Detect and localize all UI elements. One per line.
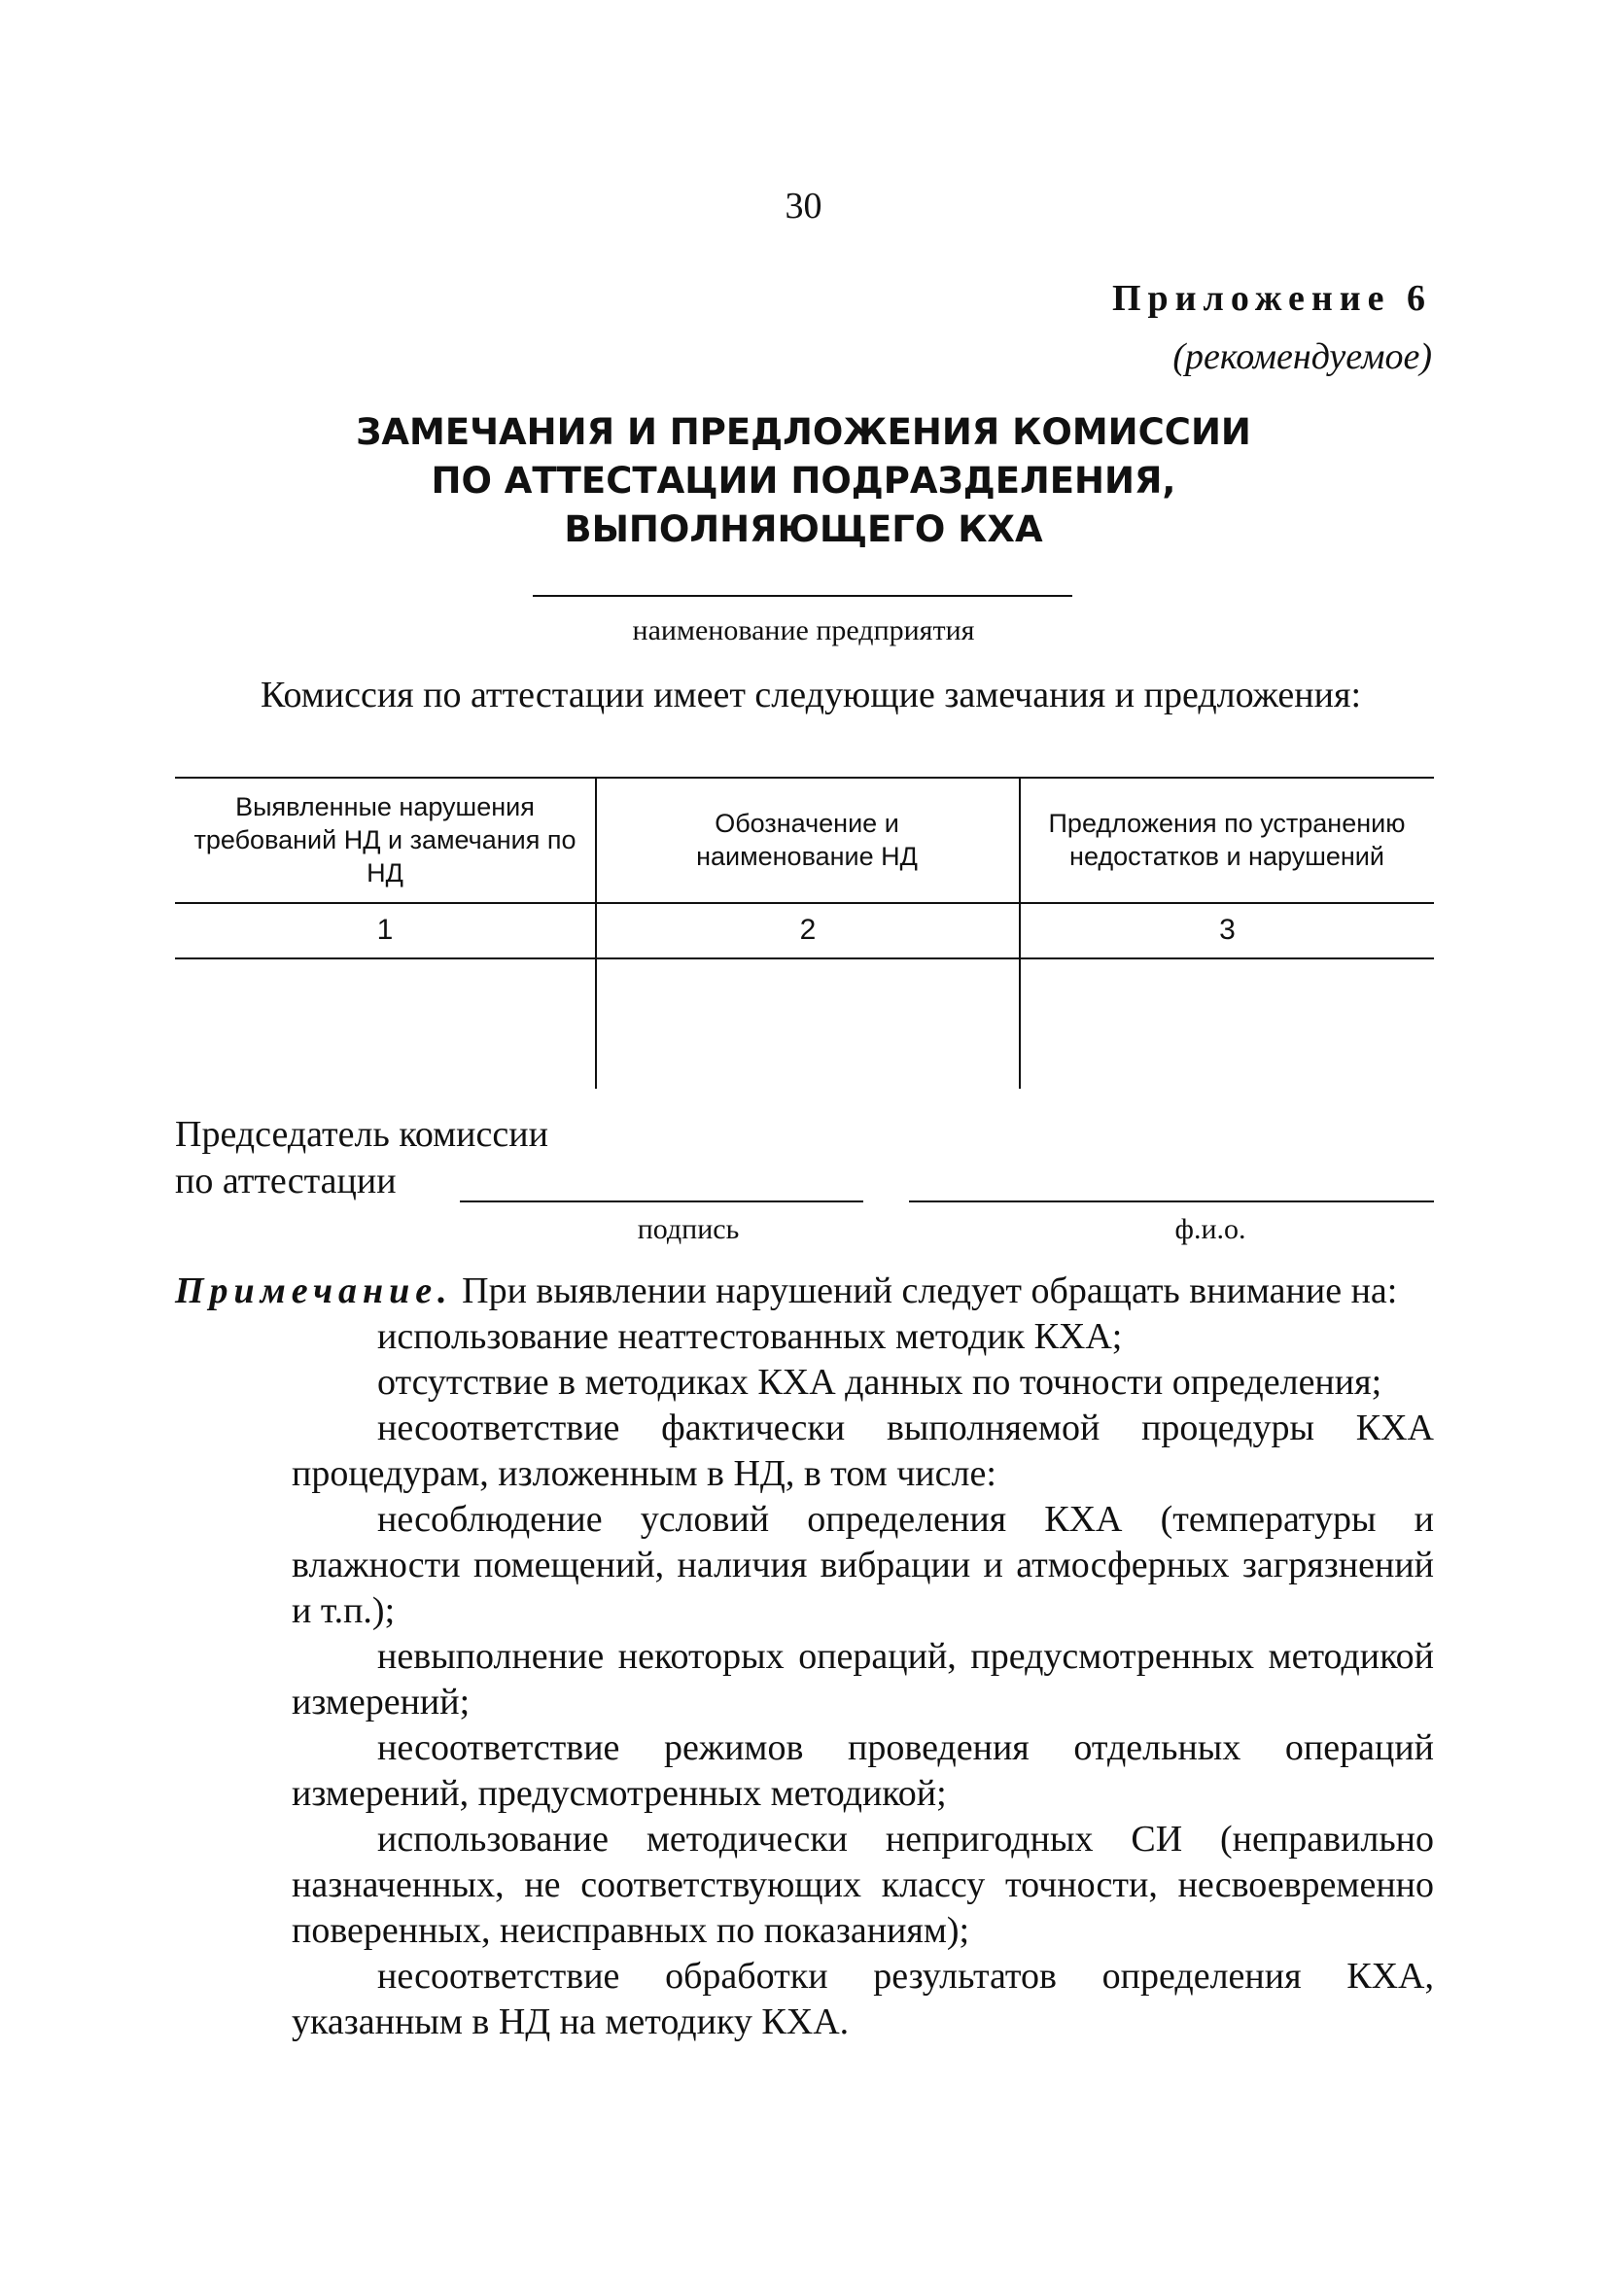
title-line-3: ВЫПОЛНЯЮЩЕГО КХА — [564, 508, 1043, 550]
note-lead-paragraph — [175, 1269, 1434, 1314]
note-item: несоответствие режимов проведения отдельных операций измерений, предусмотренных методикой; — [292, 1727, 1434, 1814]
page-number: 30 — [785, 186, 822, 226]
note-label: Примечание. — [175, 1270, 453, 1311]
appendix-label: Приложение 6 — [1111, 278, 1432, 319]
table-header-violations: Выявленные нарушения требований НД и замечания по НД — [193, 792, 576, 887]
organization-caption: наименование предприятия — [632, 614, 975, 646]
title-line-1: ЗАМЕЧАНИЯ И ПРЕДЛОЖЕНИЯ КОМИССИИ — [356, 411, 1251, 453]
note-block — [175, 1269, 1434, 2045]
note-item: использование методически непригодных СИ (неправильно назначенных, не соответствующих классу точности, несвоевременно поверенных, неисправных по показаниям); — [292, 1819, 1434, 1951]
full-name-caption: ф.и.о. — [1174, 1213, 1246, 1245]
table-header-document: Обозначение и наименование НД — [696, 809, 918, 871]
note-item: несоблюдение условий определения КХА (температуры и влажности помещений, наличия вибрации и атмосферных загрязнений и т.п.); — [292, 1499, 1434, 1631]
intro-paragraph: Комиссия по аттестации имеет следующие замечания и предложения: — [261, 675, 1362, 715]
table-column-number-3: 3 — [1219, 914, 1236, 946]
note-item: несоответствие фактически выполняемой процедуры КХА процедурам, изложенным в НД, в том числе: — [292, 1408, 1434, 1494]
title-line-2: ПО АТТЕСТАЦИИ ПОДРАЗДЕЛЕНИЯ, — [431, 460, 1176, 502]
appendix-status: (рекомендуемое) — [1172, 336, 1432, 377]
note-lead-text: При выявлении нарушений следует обращать внимание на: — [462, 1270, 1398, 1311]
organization-name-line — [533, 595, 1072, 597]
signature-block — [175, 1111, 548, 1204]
signature-title-line-2: по аттестации — [175, 1161, 397, 1201]
signature-caption: подпись — [637, 1213, 740, 1245]
table-header-border — [175, 902, 1434, 904]
document-title — [0, 408, 1607, 554]
note-item: несоответствие обработки результатов определения КХА, указанным в НД на методику КХА. — [292, 1956, 1434, 2042]
note-item: невыполнение некоторых операций, предусмотренных методикой измерений; — [292, 1636, 1434, 1722]
table-top-border — [175, 777, 1434, 779]
table-number-row-border — [175, 957, 1434, 959]
table-column-number-2: 2 — [799, 914, 817, 946]
full-name-line — [909, 1200, 1434, 1202]
table-column-number-1: 1 — [376, 914, 394, 946]
signature-title-line-1: Председатель комиссии — [175, 1114, 548, 1155]
signature-line — [460, 1200, 863, 1202]
table-header-proposals: Предложения по устранению недостатков и нарушений — [1048, 809, 1406, 871]
note-item: отсутствие в методиках КХА данных по точности определения; — [377, 1362, 1382, 1403]
note-item: использование неаттестованных методик КХА; — [377, 1316, 1123, 1357]
